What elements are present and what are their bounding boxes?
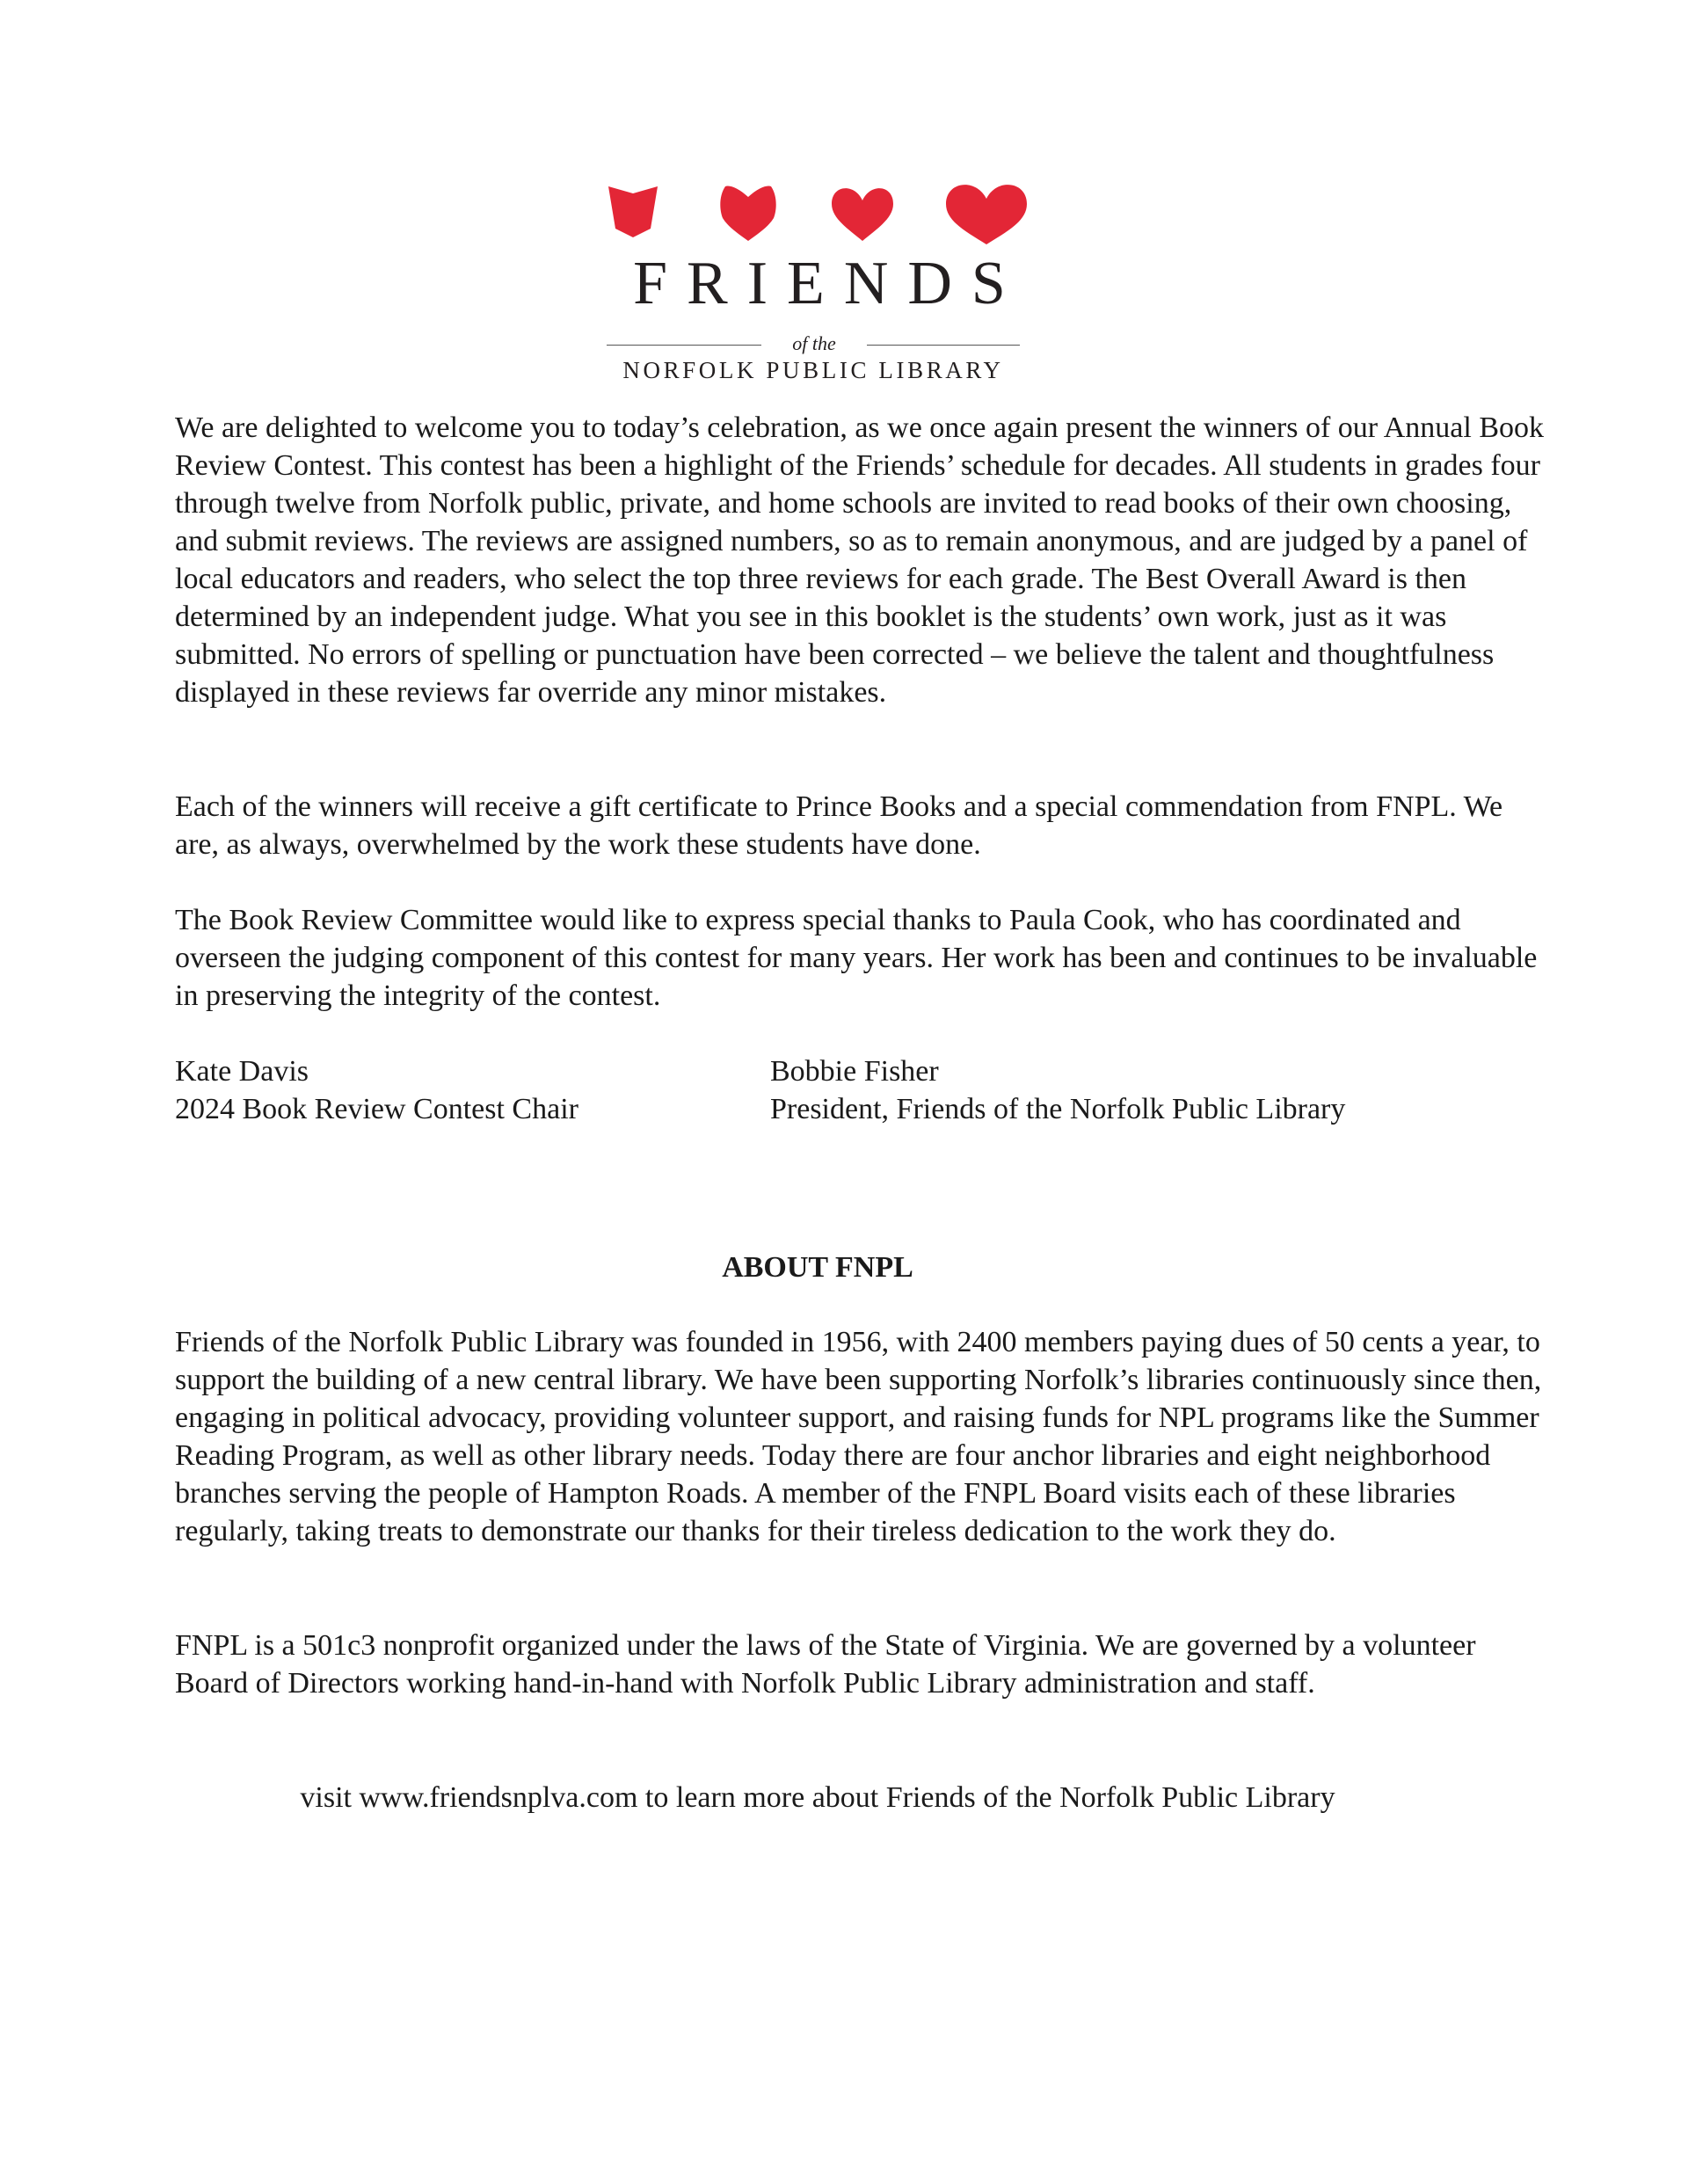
about-history-paragraph: Friends of the Norfolk Public Library was founded in 1956, with 2400 members paying dues of 50 cents a year, to support the building of a new central library. We have been supporting Norfolk’s libraries continuously since then, engaging in political advocacy, providing volunteer support, and raising funds for NPL programs like the Summer Reading Program, as well as other library needs. Today there are four anchor libraries and eight neighborhood branches serving the people of Hampton Roads. A member of the FNPL Board visits each of these libraries regularly, taking treats to demonstrate our thanks for their tireless dedication to the work they do. — [175, 1326, 1542, 1547]
logo-rule-right — [867, 345, 1020, 346]
signature-president-title: President, Friends of the Norfolk Public Library — [770, 1093, 1346, 1125]
heart-icon — [946, 185, 1027, 244]
logo-of-the-row — [607, 332, 1020, 357]
signature-chair-name: Kate Davis — [175, 1055, 309, 1088]
heart-fold-icon — [832, 188, 893, 241]
book-heart-icons — [607, 176, 1029, 246]
about-heading: ABOUT FNPL — [722, 1251, 913, 1284]
logo-rule-left — [607, 345, 761, 346]
thanks-paragraph: The Book Review Committee would like to express special thanks to Paula Cook, who has coordinated and overseen the judging component of this contest for many years. Her work has been and continues to be invaluable in preserving the integrity of the contest. — [175, 904, 1538, 1012]
logo-subtitle: NORFOLK PUBLIC LIBRARY — [622, 357, 1004, 383]
signature-president-name: Bobbie Fisher — [770, 1055, 939, 1088]
logo-of-the: of the — [792, 332, 836, 354]
logo-wordmark: FRIENDS — [633, 250, 1025, 317]
open-book-icon — [608, 186, 658, 237]
about-governance-paragraph: FNPL is a 501c3 nonprofit organized under the laws of the State of Virginia. We are governed by a volunteer Board of Directors working hand-in-hand with Norfolk Public Library administration and staff. — [175, 1629, 1476, 1700]
signature-chair-title: 2024 Book Review Contest Chair — [175, 1093, 578, 1125]
welcome-paragraph: We are delighted to welcome you to today’s celebration, as we once again present the winners of our Annual Book Review Contest. This contest has been a highlight of the Friends’ schedule for decades. All students in grades four through twelve from Norfolk public, private, and home schools are invited to read books of their own choosing, and submit reviews. The reviews are assigned numbers, so as to remain anonymous, and are judged by a panel of local educators and readers, who select the top three reviews for each grade. The Best Overall Award is then determined by an independent judge. What you see in this booklet is the students’ own work, just as it was submitted. No errors of spelling or punctuation have been corrected – we believe the talent and thoughtfulness displayed in these reviews far override any minor mistakes. — [175, 411, 1545, 709]
signature-president — [770, 1052, 1345, 1128]
website-footer: visit www.friendsnplva.com to learn more about Friends of the Norfolk Public Library — [300, 1781, 1335, 1814]
signature-chair — [175, 1052, 578, 1128]
prizes-paragraph: Each of the winners will receive a gift certificate to Prince Books and a special commendation from FNPL. We are, as always, overwhelmed by the work these students have done. — [175, 790, 1503, 861]
friends-logo — [607, 176, 1029, 383]
book-heart-transition-icon — [720, 186, 775, 242]
